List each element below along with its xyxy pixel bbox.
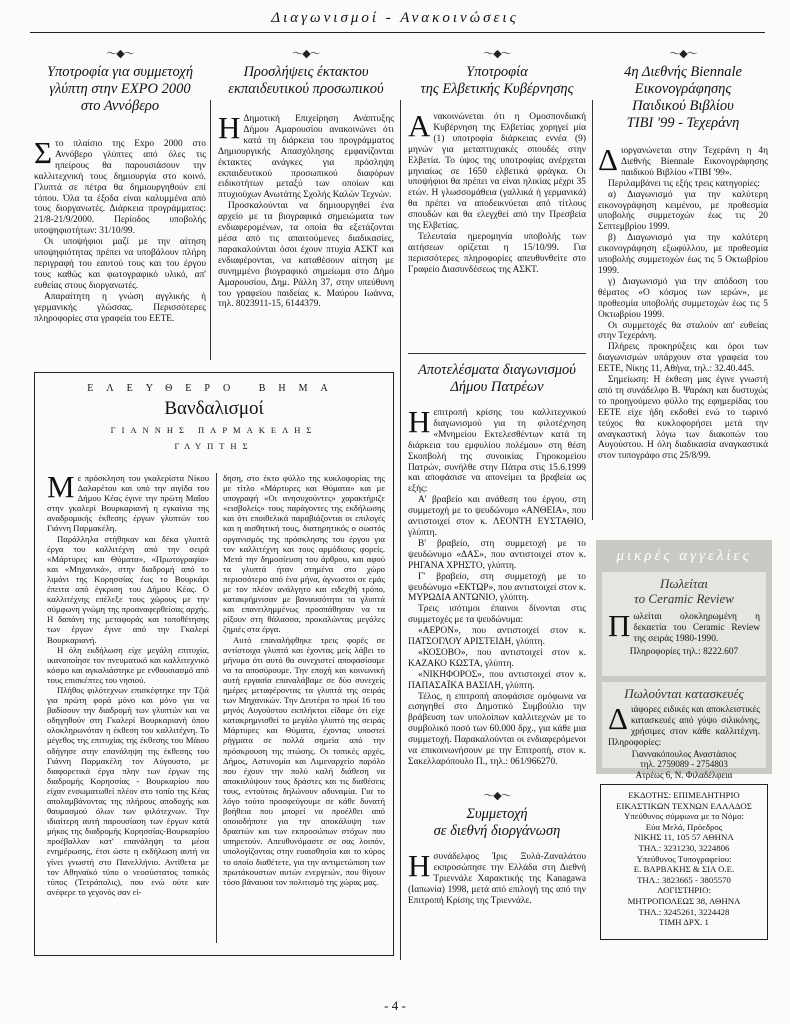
article-body: Ανακοινώνεται ότι η Ομοσπονδιακή Κυβέρνηση της Ελβετίας χορηγεί μία (1) υποτροφία διάρκειας εννέα (9) μηνών για μεταπτυχιακές σπουδές στην Ελβετία. Το ύψος της υποτροφίας ανέρχεται μηνιαίως σε 1650 ελβετικά φράγκα. Οι υποψήφιοι θα πρέπει να είναι ηλικίας μέχρι 35 ετών. Η γλωσσομάθεια (γαλλικά ή γερμανικά) θα πρέπει να αποδεικνύεται από τίτλους σπουδών και θα ελεγχθεί από την Πρεσβεία της Ελβετίας. Τελευταία ημερομηνία υποβολής των αιτήσεων ορίζεται η 15/10/99. Για περισσότερες πληροφορίες απευθυνθείτε στο Γραφείο Διασυνδέσεως της ΑΣΚΤ. — [408, 108, 586, 275]
article-body: Στο πλαίσιο της Expo 2000 στο Αννόβερο γλύπτες από όλες τις ηπείρους θα παρουσιάσουν την καλλιτεχνική τους δημιουργία στο κοινό. Γλυπτά σε πέτρα θα δημιουργηθούν επί τόπου. Όλα τα έξοδα είναι καλυμμένα από τους διοργανωτές. Διάρκεια προγράμματος: 21/8-21/9/2000. Περίοδος υποβολής υποψηφιοτήτων: 31/10/99. Οι υποψήφιοι μαζί με την αίτηση υποψηφιότητας πρέπει να υποβάλουν πλήρη περιγραφή του εαυτού τους και του έργου τους καθώς και φωτογραφικό υλικό, απ' ευθείας στους διοργανωτές. Απαραίτητη η γνώση αγγλικής ή γερμανικής γλώσσας. Περισσότερες πληροφορίες στα γραφεία του ΕΕΤΕ. — [34, 135, 206, 324]
ornament-icon: 〜◆〜 — [292, 48, 320, 60]
ad-phone: Πληροφορίες τηλ.: 8222.607 — [629, 646, 739, 657]
ad-text: Διάφορες ειδικές και αποκλειστικές κατασκευές από γύψο σιλικόνης, χρήσιμες στον κάθε καλλιτέχνη. Πληροφορίες: — [608, 701, 760, 748]
ad-text: Πωλείται ολοκληρωμένη η δεκαετία του Ceramic Review της σειράς 1980-1990. — [608, 608, 760, 644]
classified-ad-moulds — [602, 682, 766, 780]
vima-author-role: ΓΛΥΠΤΗΣ — [174, 441, 254, 451]
article-triennale — [408, 790, 586, 907]
column-divider — [400, 100, 401, 960]
publisher-box — [600, 784, 768, 940]
article-title: Υποτροφία της Ελβετικής Κυβέρνησης — [420, 64, 574, 97]
section-rule — [408, 353, 586, 354]
article-expo-scholarship — [34, 48, 206, 324]
ornament-icon: 〜◆〜 — [106, 48, 134, 60]
vima-divider — [216, 473, 217, 943]
vima-author: ΓΙΑΝΝΗΣ ΠΑΡΜΑΚΕΛΗΣ — [110, 425, 318, 435]
ornament-icon: 〜◆〜 — [669, 48, 697, 60]
vima-section-label: ΕΛΕΥΘΕΡΟ ΒΗΜΑ — [87, 383, 341, 394]
page-number: - 4 - — [384, 998, 406, 1013]
article-title: 4η Διεθνής Biennale Εικονογράφησης Παιδικού Βιβλίου TIBI '99 - Τεχεράνη — [624, 64, 742, 131]
article-swiss-scholarship — [408, 48, 586, 276]
ornament-icon: 〜◆〜 — [483, 790, 511, 802]
ornament-icon: 〜◆〜 — [483, 48, 511, 60]
vima-title: Βανδαλισμοί — [164, 398, 264, 419]
header-rule — [30, 32, 765, 33]
vima-left-column: Με πρόσκληση του γκαλερίστα Νίκου Δαλαρέτου και υπό την αιγίδα του Δήμου Κέας έγινε την πρώτη Μαΐου στην γκαλερί Βουρκαριανή η εγκαίνια της αναδρομικής έκθεσης έργων γλυπτών του Γιάννη Παρμακέλη. Παράλληλα στήθηκαν και δέκα γλυπτά έργα του καλλιτέχνη από την σειρά «Μάρτυρες και Θύματα», «Πρωτογραφία» και «Μηχανικά», στην διαδρομή από το λιμάνι της Κορησσίας έως το Βουρκάρι έπειτα από έγκριση του Δήμου Κέας. Ο καλλιτέχνης επέλεξε τους χώρους με την σύμφωνη γνώμη της προαναφερθείσας αρχής. Η δαπάνη της μεταφοράς και τοποθέτησης των έργων έγινε από την Γκαλερί Βουρκαριανή. Η όλη εκδήλωση είχε μεγάλη επιτυχία, ικανοποίησε τον πνευματικό και καλλιτεχνικό κόσμο και αγκαλιάστηκε με ενθουσιασμό από τους επισκέπτες του νησιού. Πλήθος φιλότεχνων επισκέφτηκε την Τζιά για πρώτη φορά μόνο και μόνο για να βαδίσουν την διαδρομή των γλυπτών και να οδηγηθούν στη Γκαλερί Βουρκαριανή όπου ολοκληρωνόταν η έκθεση του καλλιτέχνη. Το μέγεθος της επιτυχίας της έκθεσης του Μάιου οδήγησε στην επανάληψη της έκθεσης του Γιάννη Παρμακέλη τον Αύγουστο, με διαφορετικά έργα πλην των έργων της διαδρομής Κορησσίας - Βουρκαρίου που είχαν ενσωματωθεί πλέον στο τοπίο της Κέας απολαμβάνοντας της πλήρους αποδοχής και θαυμασμού όλων των φιλότεχνων. Την ιδιαίτερη αυτή παρουσίαση των έργων κατά μήκος της διαδρομής Κορησσίας-Βουρκαρίου προέβαλλαν κατ' επανάληψη τα μέσα ενημέρωσης, έτσι ώστε η εκδήλωση αυτή να γίνει γνωστή στο Πανελλήνιο. Αντίθετα με τον Αθηναϊκό τύπο ο νεοσύστατος τοπικός τύπος (Τετράπολις), που ενώ ούτε καν ανέφερε το γεγονός σαν εί- — [47, 469, 209, 897]
classifieds-header: μικρές αγγελίες — [616, 548, 752, 564]
article-teacher-hiring — [218, 48, 394, 310]
article-title: Προσλήψεις έκτακτου εκπαιδευτικού προσωπικού — [228, 64, 384, 97]
article-body: Ηεπιτροπή κρίσης του καλλιτεχνικού διαγωνισμού για τη φιλοτέχνηση «Μνημείου Εκτελεσθέντων κατά τη διάρκεια του εμφυλίου πολέμου» στη θέση Σκοπβολή της συνοικίας Γηροκομείου Πατρών, συνήλθε στην Πάτρα στις 15.6.1999 και αποφάσισε να απονείμει τα βραβεία ως εξής: Α' βραβείο και ανάθεση του έργου, στη συμμετοχή με το ψευδώνυμο «ΑΝΘΕΙΑ», που αντιστοιχεί στον κ. ΛΕΟΝΤΗ ΕΥΣΤΑΘΙΟ, γλύπτη. Β' βραβείο, στη συμμετοχή με το ψευδώνυμο «ΔΑΣ», που αντιστοιχεί στον κ. ΡΗΓΑΝΑ ΧΡΗΣΤΟ, γλύπτη. Γ' βραβείο, στη συμμετοχή με το ψευδώνυμο «ΕΚΤΩΡ», που αντιστοιχεί στον κ. ΜΥΡΩΔΙΑ ΑΝΤΩΝΙΟ, γλύπτη. Τρεις ισότιμοι έπαινοι δίνονται στις συμμετοχές με τα ψευδώνυμα: «ΑΕΡΟΝ», που αντιστοιχεί στον κ. ΠΑΤΣΟΓΛΟΥ ΑΡΙΣΤΕΙΔΗ, γλύπτη. «ΚΟΣΟΒΟ», που αντιστοιχεί στον κ. ΚΑΖΑΚΟ ΚΩΣΤΑ, γλύπτη. «ΝΙΚΗΦΟΡΟΣ», που αντιστοιχεί στον κ. ΠΑΠΑΣΑΪΚΑ ΒΑΣΙΛΗ, γλύπτη. Τέλος, η επιτροπή αποφάσισε ομόφωνα να εισηγηθεί στο Δημοτικό Συμβούλιο την βράβευση των υπολοίπων καλλιτεχνών με το συμβολικό ποσό των 60.000 δρχ., για κάθε μια συμμετοχή. Παρακαλούνται οι ενδιαφερόμενοι να επικοινωνήσουν με την Επιτροπή, στον κ. Σακελλαρόπουλο Π., τηλ.: 061/966270. — [408, 404, 586, 767]
classifieds-box — [596, 540, 772, 780]
article-tibi-biennale — [598, 48, 768, 462]
classified-ad-ceramic — [602, 572, 766, 676]
article-patras-results — [408, 360, 586, 768]
section-header: Διαγωνισμοί - Ανακοινώσεις — [271, 10, 519, 26]
article-title: Αποτελέσματα διαγωνισμού Δήμου Πατρέων — [418, 362, 576, 395]
free-tribune-box — [34, 372, 394, 956]
ad-title: Πωλείται το Ceramic Review — [634, 576, 734, 606]
article-title: Συμμετοχή σε διεθνή διοργάνωση — [433, 806, 561, 839]
column-divider — [210, 100, 211, 360]
publisher-info: ΕΚΔΟΤΗΣ: ΕΠΙΜΕΛΗΤΗΡΙΟ ΕΙΚΑΣΤΙΚΩΝ ΤΕΧΝΩΝ ΕΛΛΑΔΟΣ Υπεύθυνος σύμφωνα με το Νόμο: Εύα Μελά, Πρόεδρος ΝΙΚΗΣ 11, 105 57 ΑΘΗΝΑ ΤΗΛ.: 3231230, 3224806 Υπεύθυνος Τυπογραφείου: Ε. ΒΑΡΒΑΚΗΣ & ΣΙΑ Ο.Ε. ΤΗΛ.: 3823665 - 3805570 ΛΟΓΙΣΤΗΡΙΟ: ΜΗΤΡΟΠΟΛΕΩΣ 38, ΑΘΗΝΑ ΤΗΛ.: 3245261, 3224428 ΤΙΜΗ ΔΡΧ. 1 — [616, 790, 752, 928]
ad-contact: Γιαννακόπουλος Αναστάσιος τηλ. 2759089 - 2754803 Ατρέως 6, Ν. Φιλαδέλφεια — [631, 748, 737, 780]
ad-title: Πωλούνται κατασκευές — [624, 686, 744, 701]
article-title: Υποτροφία για συμμετοχή γλύπτη στην EXPO 2000 στο Αννόβερο — [46, 64, 194, 114]
article-body: Η Δημοτική Επιχείρηση Ανάπτυξης Δήμου Αμαρουσίου ανακοινώνει ότι κατά τη διάρκεια του προγράμματος Δημιουργικής Απασχόλησης εμφανίζονται έκτακτες ανάγκες για πρόσληψη εκπαιδευτικού προσωπικού διαφόρων ειδικοτήτων μεταξύ των οποίων και πτυχιούχων Ανωτάτης Σχολής Καλών Τεχνών. Προσκαλούνται να δημιουργηθεί ένα αρχείο με τα βιογραφικά σημειώματα των ενδιαφερομένων, τα οποία θα εξετάζονται μέσα από τις απαιτούμενες διαδικασίες, παρακαλούνται όσοι έχουν πτυχία ΑΣΚΤ και ενδιαφέρονται, να καταθέσουν αίτηση με συνημμένο βιογραφικό σημείωμα στο Δήμο Αμαρουσίου, Δημ. Ράλλη 37, στην υπεύθυνη του γραφείου παιδείας κ. Μαύρου Ιωάννα, τηλ. 8023911-15, 6144379. — [218, 110, 394, 310]
column-divider — [592, 100, 593, 520]
vima-right-column: δηση, στο έκτο φύλλο της κυκλοφορίας της με τίτλο «Μάρτυρες και Θύματα» και με υπογραφή «Οι ανησυχούντες» χαρακτήριζε «εισβολείς» τους παράγοντες της εκδήλωσης και ότι εποιθελικά παραβιάζονται οι επιλογές και η αισθητική τους, διατηρητικός ο σωστός οργανισμός της πρόσκλησης του έργου για τον καλλιτέχνη και τους αρμόδιους φορείς. Μετά την δημοσίευση του άρθρου, και αφού τα γλυπτά ήταν στημένα στο χώρο περισσότερο από ένα μήνα, άγνωστοι σε εμάς με τον πλέον ανάλγητο και ειδεχθή τρόπο, κατακρήμνισαν με βαναυσότητα τα γλυπτά και επανειλημμένως προσπάθησαν να τα ρίξουν στη θάλασσα, προκαλώντας μεγάλες ζημιές στα έργα. Αυτό επαναλήφθηκε τρεις φορές σε αντίστοιχα γλυπτά και έχοντας μείς λάβει το μήνυμα ότι αυτό θα συνεχιστεί αποφασίσαμε να τα αποσύρουμε. Την εποχή και κοινωνική αυτή εργασία επαναλάβαμε σε δύο συνεχείς ημέρες μεταφέροντας τα γλυπτά της σειράς των Μηχανικών. Την Δευτέρα το πρωί 16 του μηνός Αυγούστου εκπλήκτοι είδαμε ότι είχε κατακρημνισθεί το μεγάλο γλυπτό της σειράς Μάρτυρες και Θύματα, έχοντας υποστεί ρήγματα σε πολλά σημεία από την πρόσκρουση της πτώσης. Οι τοπικές αρχές, Δήμος, Αστυνομία και Λιμεναρχείο παρόλο που έχουν την πολύ καλή διάθεση να αποκαλύψουν τους δράστες και τις διαθέσεις τους, εντούτοις δηλώνουν αδυναμία. Για το λόγο τούτο προσφεύγουμε σε κάθε δυνατή βοήθεια που μπορεί να προέλθει από οποιοδήποτε για την αποκάλυψη των δραστών και των εκπροσώπων στόχων που υπηρετούν. Απευθυνόμαστε σε σας λοιπόν, υπολογίζοντας στην ευαισθησία και το κύρος το οποίο διαθέτετε, για την αντιμετώπιση των πρωτάκουστων αυτών ενεργειών, που θίγουν τόσο βάναυσα τον πολιτισμό της χώρας μας. — [223, 473, 385, 887]
article-body: Ησυνάδελφος Ίρις Ξυλά-Ζαναλάτου εκπροσώπησε την Ελλάδα στη Διεθνή Τριεννάλε Χαρακτικής της Kanagawa (Ιαπωνία) 1998, μετά από επιλογή της από την Επιτροπή Κρίσης της Τριεννάλε. — [408, 848, 586, 906]
article-body: Διοργανώνεται στην Τεχεράνη η 4η Διεθνής Biennale Εικονογράφησης παιδικού Βιβλίου «TIBI '99». Περιλαμβάνει τις εξής τρεις κατηγορίες: α) Διαγωνισμό για την καλύτερη εικονογράφηση κειμένου, με προθεσμία υποβολής συμμετοχών έως τις 20 Σεπτεμβρίου 1999. β) Διαγωνισμό για την καλύτερη εικονογράφηση εξωφύλλου, με προθεσμία υποβολής συμμετοχών έως τις 5 Οκτωβρίου 1999. γ) Διαγωνισμό για την απόδοση του θέματος «Ο κόσμος των ιερών», με προθεσμία υποβολής συμμετοχών έως τις 5 Οκτωβρίου 1999. Οι συμμετοχές θα σταλούν απ' ευθείας στην Τεχεράνη. Πλήρεις προκηρύξεις και όροι των διαγωνισμών υπάρχουν στα γραφεία του ΕΕΤΕ, Νίκης 11, Αθήνα, τηλ.: 32.40.445. Σημείωση: Η έκθεση μας έγινε γνωστή από τη συνάδελφο Β. Ψαράκη και δυστυχώς το προηγούμενο φύλλο της εφημερίδας του ΕΕΤΕ είχε ήδη εκδοθεί ενώ το τωρινό τεύχος θα κυκλοφορήσει μετά την αναγκαστική λόγω των διακοπών του Αυγούστου. Η όλη διαδικασία αναγκαστικά στον τυπογράφο στις 25/8/99. — [598, 142, 768, 462]
